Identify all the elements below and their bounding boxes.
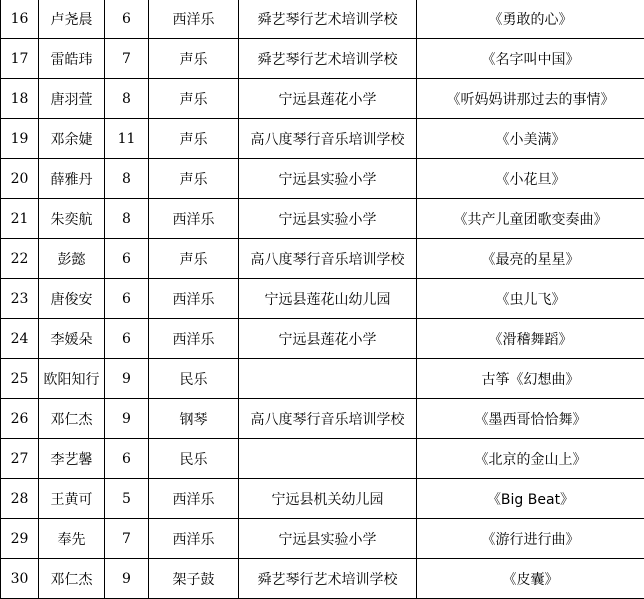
performance-category-cell: 西洋乐 [149,0,239,39]
table-row [1,359,644,399]
participant-age-cell: 7 [105,519,149,559]
performance-piece-cell: 《Big Beat》 [417,479,644,519]
row-number-cell: 23 [1,279,39,319]
performance-piece-cell: 《小花旦》 [417,159,644,199]
school-name-cell: 宁远县实验小学 [239,519,417,559]
participant-age-cell: 6 [105,319,149,359]
participant-name-cell: 邓仁杰 [39,399,105,439]
school-name-cell: 舜艺琴行艺术培训学校 [239,559,417,599]
row-number-cell: 30 [1,559,39,599]
participant-age-cell: 9 [105,359,149,399]
table-row [1,0,644,39]
row-number-cell: 18 [1,79,39,119]
school-name-cell: 宁远县莲花小学 [239,79,417,119]
participant-name-cell: 朱奕航 [39,199,105,239]
table-row [1,119,644,159]
participant-name-cell: 奉先 [39,519,105,559]
row-number-cell: 20 [1,159,39,199]
participant-name-cell: 李媛朵 [39,319,105,359]
table-row [1,199,644,239]
school-name-cell: 舜艺琴行艺术培训学校 [239,0,417,39]
performance-piece-cell: 古筝《幻想曲》 [417,359,644,399]
row-number-cell: 25 [1,359,39,399]
performance-piece-cell: 《勇敢的心》 [417,0,644,39]
school-name-cell [239,439,417,479]
school-name-cell: 高八度琴行音乐培训学校 [239,399,417,439]
table-row [1,519,644,559]
participant-name-cell: 欧阳知行 [39,359,105,399]
table-row [1,479,644,519]
row-number-cell: 17 [1,39,39,79]
row-number-cell: 21 [1,199,39,239]
performance-piece-cell: 《共产儿童团歌变奏曲》 [417,199,644,239]
school-name-cell [239,359,417,399]
row-number-cell: 26 [1,399,39,439]
performance-category-cell: 架子鼓 [149,559,239,599]
performance-category-cell: 声乐 [149,119,239,159]
participant-age-cell: 6 [105,239,149,279]
performance-category-cell: 民乐 [149,359,239,399]
row-number-cell: 29 [1,519,39,559]
performance-piece-cell: 《皮囊》 [417,559,644,599]
performance-category-cell: 钢琴 [149,399,239,439]
school-name-cell: 舜艺琴行艺术培训学校 [239,39,417,79]
performance-category-cell: 声乐 [149,39,239,79]
performance-piece-cell: 《虫儿飞》 [417,279,644,319]
performance-piece-cell: 《小美满》 [417,119,644,159]
performance-piece-cell: 《滑稽舞蹈》 [417,319,644,359]
participant-age-cell: 8 [105,199,149,239]
performance-category-cell: 西洋乐 [149,319,239,359]
school-name-cell: 宁远县莲花小学 [239,319,417,359]
participant-age-cell: 7 [105,39,149,79]
participant-age-cell: 6 [105,439,149,479]
row-number-cell: 27 [1,439,39,479]
participant-age-cell: 8 [105,79,149,119]
row-number-cell: 22 [1,239,39,279]
participant-age-cell: 8 [105,159,149,199]
participant-age-cell: 6 [105,0,149,39]
table-row [1,39,644,79]
participant-name-cell: 王黄可 [39,479,105,519]
performance-piece-cell: 《墨西哥恰恰舞》 [417,399,644,439]
table-row [1,79,644,119]
performance-category-cell: 西洋乐 [149,479,239,519]
performance-piece-cell: 《北京的金山上》 [417,439,644,479]
table-row [1,559,644,599]
participant-table-body [1,0,644,599]
participant-name-cell: 李艺馨 [39,439,105,479]
row-number-cell: 28 [1,479,39,519]
participant-age-cell: 5 [105,479,149,519]
participant-name-cell: 唐羽萱 [39,79,105,119]
school-name-cell: 高八度琴行音乐培训学校 [239,119,417,159]
table-row [1,159,644,199]
row-number-cell: 19 [1,119,39,159]
participant-name-cell: 雷皓玮 [39,39,105,79]
performance-category-cell: 西洋乐 [149,199,239,239]
table-row [1,439,644,479]
participant-name-cell: 彭懿 [39,239,105,279]
school-name-cell: 宁远县机关幼儿园 [239,479,417,519]
performance-category-cell: 民乐 [149,439,239,479]
participant-name-cell: 邓余婕 [39,119,105,159]
row-number-cell: 16 [1,0,39,39]
participant-name-cell: 薛雅丹 [39,159,105,199]
table-row [1,239,644,279]
participant-age-cell: 6 [105,279,149,319]
participant-age-cell: 9 [105,559,149,599]
table-row [1,319,644,359]
school-name-cell: 宁远县实验小学 [239,159,417,199]
participant-name-cell: 卢尧晨 [39,0,105,39]
participant-name-cell: 邓仁杰 [39,559,105,599]
participant-age-cell: 11 [105,119,149,159]
performance-piece-cell: 《听妈妈讲那过去的事情》 [417,79,644,119]
school-name-cell: 宁远县莲花山幼儿园 [239,279,417,319]
table-row [1,279,644,319]
participant-age-cell: 9 [105,399,149,439]
performance-category-cell: 声乐 [149,79,239,119]
school-name-cell: 宁远县实验小学 [239,199,417,239]
table-row [1,399,644,439]
participant-name-cell: 唐俊安 [39,279,105,319]
performance-category-cell: 声乐 [149,239,239,279]
row-number-cell: 24 [1,319,39,359]
school-name-cell: 高八度琴行音乐培训学校 [239,239,417,279]
performance-category-cell: 西洋乐 [149,279,239,319]
performance-piece-cell: 《游行进行曲》 [417,519,644,559]
performance-category-cell: 声乐 [149,159,239,199]
performance-category-cell: 西洋乐 [149,519,239,559]
performance-piece-cell: 《名字叫中国》 [417,39,644,79]
performance-piece-cell: 《最亮的星星》 [417,239,644,279]
